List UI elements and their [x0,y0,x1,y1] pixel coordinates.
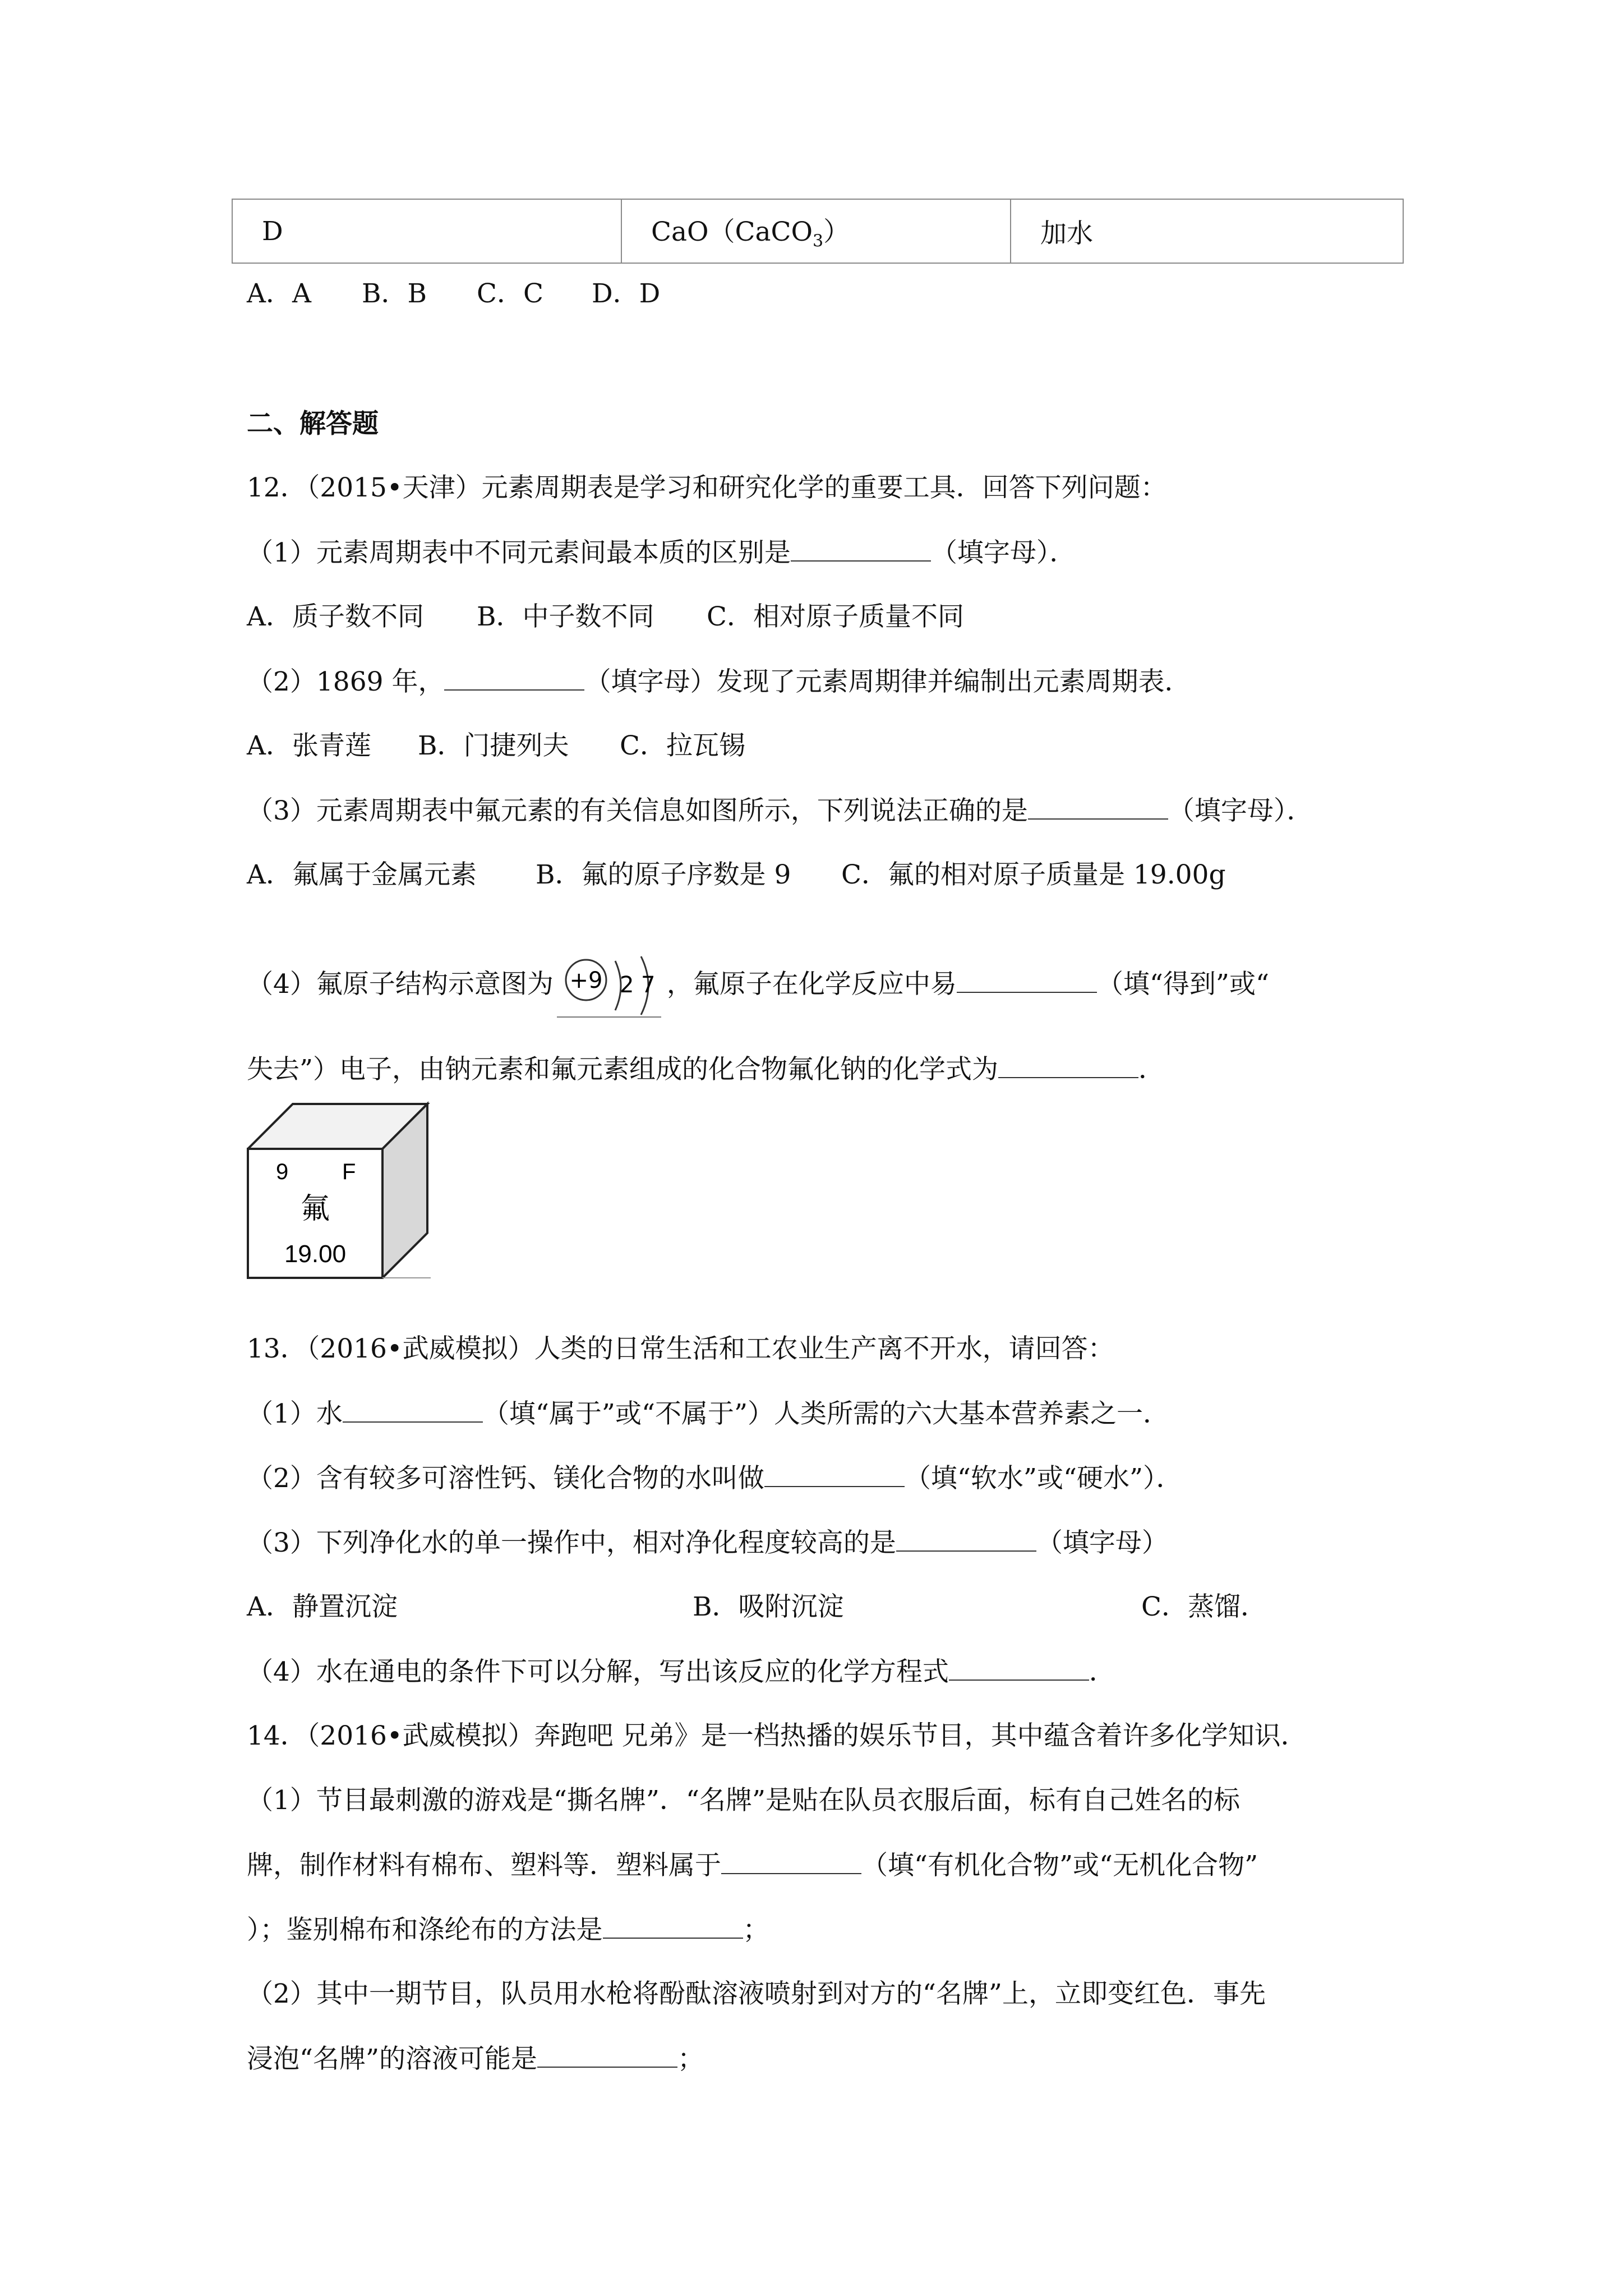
atomic-number: 9 [276,1159,289,1184]
option-c: C．蒸馏． [1141,1591,1267,1622]
answer-blank[interactable] [764,1461,905,1487]
nucleus-charge: +9 [569,968,603,993]
cell-text: 加水 [1040,218,1093,249]
option-c: C．拉瓦锡 [620,730,745,761]
text: ，氟原子在化学反应中易 [666,969,957,1000]
text: （4）氟原子结构示意图为 [247,969,554,1000]
section-title: 二、解答题 [247,408,379,439]
option-d: D．D [592,278,661,309]
option-a: A．A [247,278,311,309]
table-cell [1011,199,1403,263]
answer-blank[interactable] [444,665,584,691]
text: （填字母）． [930,537,1076,568]
q12-part1 [247,536,1076,570]
text: （1）水 [247,1398,343,1429]
q13-part4 [247,1655,1115,1689]
cell-text: CaO（CaCO [651,217,813,248]
option-b: B．氟的原子序数是 9 [536,859,791,890]
q12-part4-cont [247,1052,1165,1087]
option-b: B．吸附沉淀 [693,1591,844,1622]
options-table [232,199,1404,264]
text: ； [743,1915,769,1945]
q13-part3 [247,1526,1168,1560]
shell-1-electrons: 2 [619,972,634,998]
text: （填字母）发现了元素周期律并编制出元素周期表． [584,666,1191,697]
option-a: A．氟属于金属元素 [247,859,477,890]
text: （填“有机化合物”或“无机化合物” [861,1850,1258,1881]
option-c: C．C [477,278,543,309]
question-12-stem: 12．（2015•天津）元素周期表是学习和研究化学的重要工具．回答下列问题： [247,472,1167,503]
atomic-mass: 19.00 [284,1240,347,1268]
q13-part1 [247,1397,1169,1431]
subscript: 3 [813,231,824,251]
q14-part2-line1: （2）其中一期节目，队员用水枪将酚酞溶液喷射到对方的“名牌”上，立即变红色．事先 [247,1978,1266,2009]
option-b: B．门捷列夫 [418,730,569,761]
text: ． [1089,1657,1115,1687]
option-a: A．张青莲 [247,730,371,761]
text: 失去”）电子，由钠元素和氟元素组成的化合物氟化钠的化学式为 [247,1054,999,1085]
element-name: 氟 [300,1192,330,1226]
text: ； [677,2044,704,2074]
answer-blank[interactable] [791,536,931,562]
answer-blank[interactable] [998,1052,1138,1078]
table-cell [621,199,1011,263]
option-c: C．氟的相对原子质量是 19.00g [841,859,1226,890]
q12-part2 [247,665,1191,699]
option-b: B．B [362,278,427,309]
text: （填“得到”或“ [1096,969,1269,1000]
answer-blank[interactable] [957,967,1097,993]
text: ）；鉴别棉布和涤纶布的方法是 [247,1915,603,1945]
text: ． [1138,1054,1165,1085]
question-14-stem: 14．（2016•武威模拟）奔跑吧 兄弟》是一档热播的娱乐节目，其中蕴含着许多化学知识． [247,1720,1307,1751]
shell-2-electrons: 7 [640,972,656,998]
atom-structure-diagram [557,953,663,1019]
text: （填字母）． [1168,795,1313,826]
text: （2）含有较多可溶性钙、镁化合物的水叫做 [247,1463,764,1494]
text: （1）元素周期表中不同元素间最本质的区别是 [247,537,791,568]
answer-blank[interactable] [949,1655,1089,1681]
answer-blank[interactable] [896,1526,1036,1552]
option-a: A．静置沉淀 [247,1591,398,1622]
text: 牌，制作材料有棉布、塑料等．塑料属于 [247,1850,721,1881]
option-a: A．质子数不同 [247,601,424,632]
option-c: C．相对原子质量不同 [707,601,964,632]
cell-text: ） [823,217,850,248]
q14-part1-line2 [247,1848,1258,1883]
answer-blank[interactable] [721,1848,861,1874]
answer-blank[interactable] [1028,794,1168,820]
text: （2）1869 年， [247,666,445,697]
answer-blank[interactable] [343,1397,483,1423]
q14-part2-line2 [247,2042,704,2076]
q13-part2 [247,1461,1183,1496]
q14-part1-line1: （1）节目最刺激的游戏是“撕名牌”．“名牌”是贴在队员衣服后面，标有自己姓名的标 [247,1785,1241,1816]
option-b: B．中子数不同 [477,601,654,632]
q14-part1-line3 [247,1913,769,1947]
text: （3）元素周期表中氟元素的有关信息如图所示，下列说法正确的是 [247,795,1028,826]
answer-blank[interactable] [537,2042,677,2068]
text: （填“属于”或“不属于”）人类所需的六大基本营养素之一． [482,1398,1170,1429]
text: （4）水在通电的条件下可以分解，写出该反应的化学方程式 [247,1657,949,1687]
text: （填字母） [1036,1527,1168,1558]
text: （填“软水”或“硬水”）． [904,1463,1183,1494]
answer-blank[interactable] [603,1913,743,1939]
q12-part4 [247,951,1269,1019]
question-13-stem: 13．（2016•武威模拟）人类的日常生活和工农业生产离不开水，请回答： [247,1333,1114,1364]
table-row [232,199,1403,263]
cell-text: D [262,215,283,247]
q12-part3 [247,794,1313,828]
element-symbol: F [342,1159,356,1184]
text: 浸泡“名牌”的溶液可能是 [247,2044,538,2074]
table-cell [232,199,621,263]
fluorine-element-card [247,1099,432,1279]
text: （3）下列净化水的单一操作中，相对净化程度较高的是 [247,1527,896,1558]
